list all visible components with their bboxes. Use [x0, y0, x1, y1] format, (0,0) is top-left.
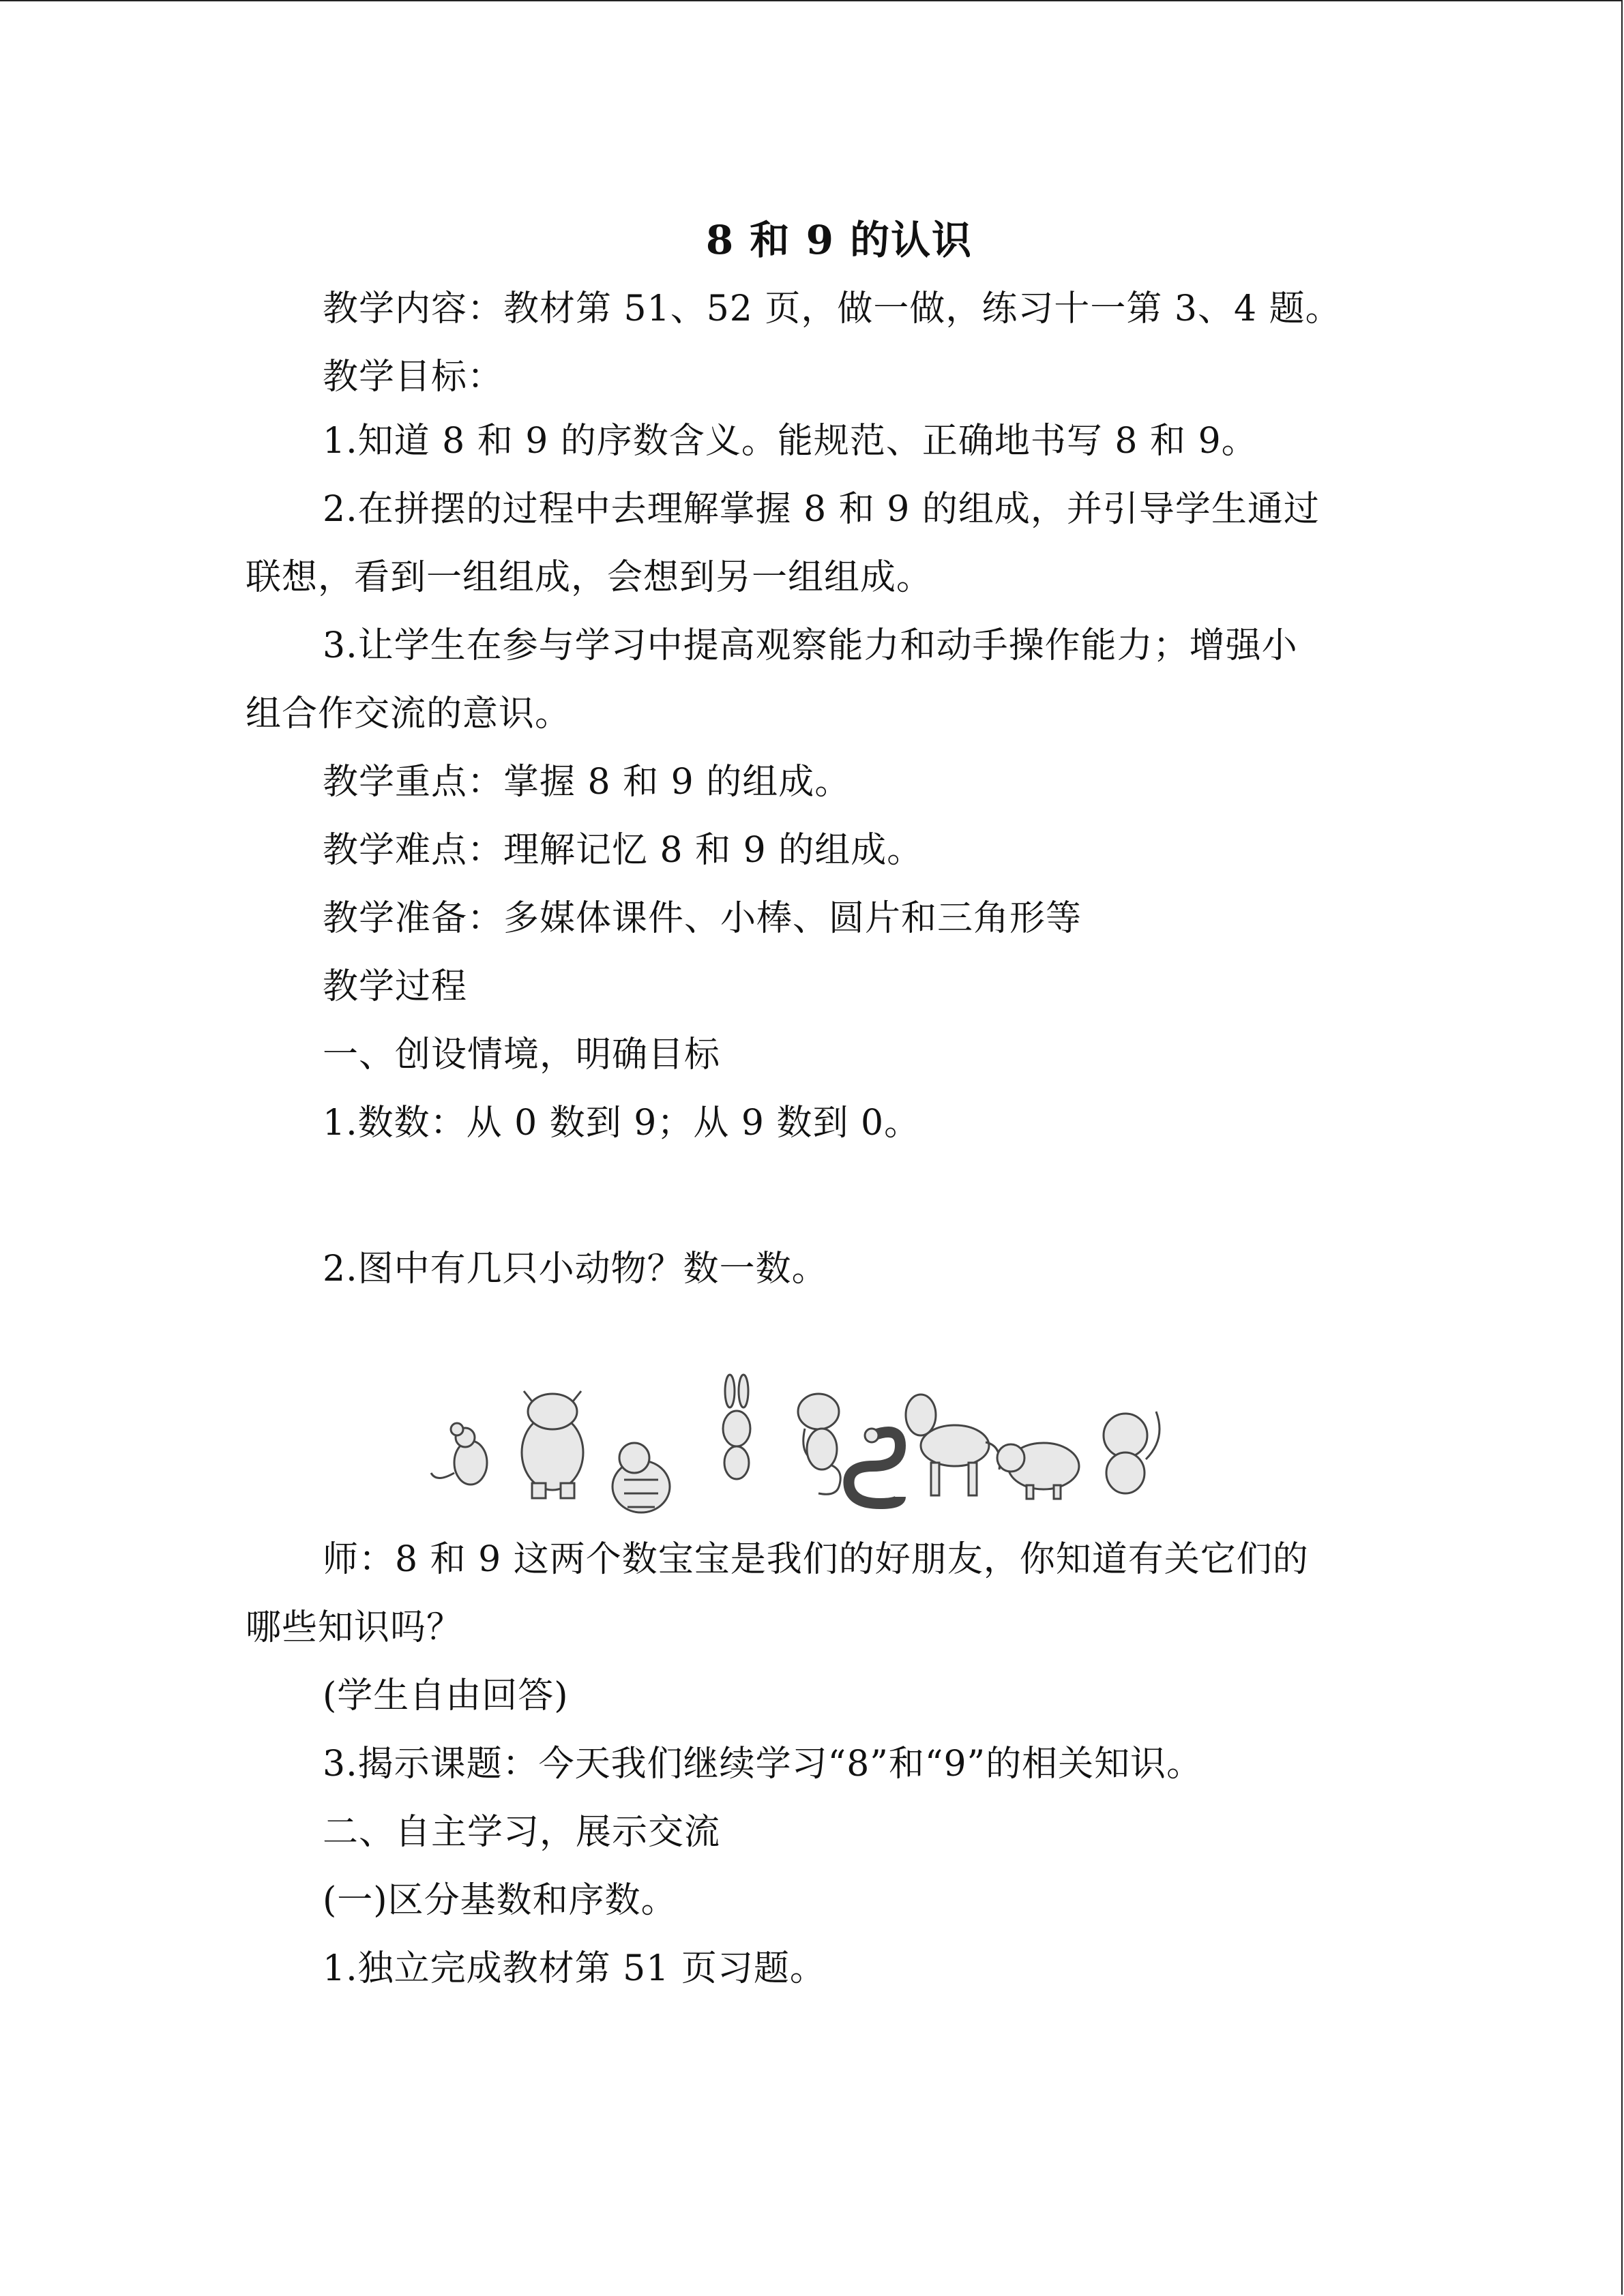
goal-2-line-1: 2.在拼摆的过程中去理解掌握 8 和 9 的组成，并引导学生通过 [323, 489, 1320, 530]
rabbit-icon [723, 1375, 750, 1479]
mouse-icon [431, 1423, 487, 1485]
step-1-counting: 1.数数：从 0 数到 9；从 9 数到 0。 [323, 1103, 921, 1144]
page-title: 8 和 9 的认识 [705, 217, 973, 263]
subsection-1-step-1: 1.独立完成教材第 51 页习题。 [323, 1948, 826, 1989]
goal-3-line-1: 3.让学生在参与学习中提高观察能力和动手操作能力；增强小 [323, 625, 1298, 666]
teacher-question-line-1: 师：8 和 9 这两个数宝宝是我们的好朋友，你知道有关它们的 [323, 1539, 1309, 1580]
step-3-reveal-topic: 3.揭示课题：今天我们继续学习“8”和“9”的相关知识。 [323, 1744, 1203, 1785]
section-2-heading: 二、自主学习，展示交流 [323, 1812, 721, 1853]
section-1-heading: 一、创设情境，明确目标 [323, 1034, 721, 1075]
dragon-icon [798, 1394, 840, 1494]
goal-2-line-2: 联想，看到一组组成，会想到另一组组成。 [246, 557, 933, 598]
teaching-goals-heading: 教学目标： [323, 357, 504, 398]
horse-icon [906, 1395, 1000, 1495]
teaching-content: 教学内容：教材第 51、52 页，做一做，练习十一第 3、4 题。 [323, 288, 1342, 329]
tiger-icon [612, 1443, 670, 1512]
goal-3-line-2: 组合作交流的意识。 [246, 694, 572, 734]
goal-1: 1.知道 8 和 9 的序数含义。能规范、正确地书写 8 和 9。 [323, 421, 1258, 462]
teaching-key-point: 教学重点：掌握 8 和 9 的组成。 [323, 762, 851, 803]
subsection-1-heading: (一)区分基数和序数。 [323, 1880, 677, 1921]
teaching-process-heading: 教学过程 [323, 966, 468, 1007]
monkey-icon [1104, 1412, 1160, 1493]
step-2-question: 2.图中有几只小动物？数一数。 [323, 1249, 828, 1289]
student-answer-note: (学生自由回答) [323, 1675, 569, 1716]
teacher-question-line-2: 哪些知识吗？ [246, 1607, 463, 1648]
sheep-icon [997, 1443, 1079, 1499]
teaching-difficulty: 教学难点：理解记忆 8 和 9 的组成。 [323, 830, 924, 871]
snake-icon [848, 1429, 900, 1504]
teaching-preparation: 教学准备：多媒体课件、小棒、圆片和三角形等 [323, 898, 1082, 939]
zodiac-animals-figure [430, 1371, 1166, 1527]
ox-icon [522, 1391, 583, 1498]
